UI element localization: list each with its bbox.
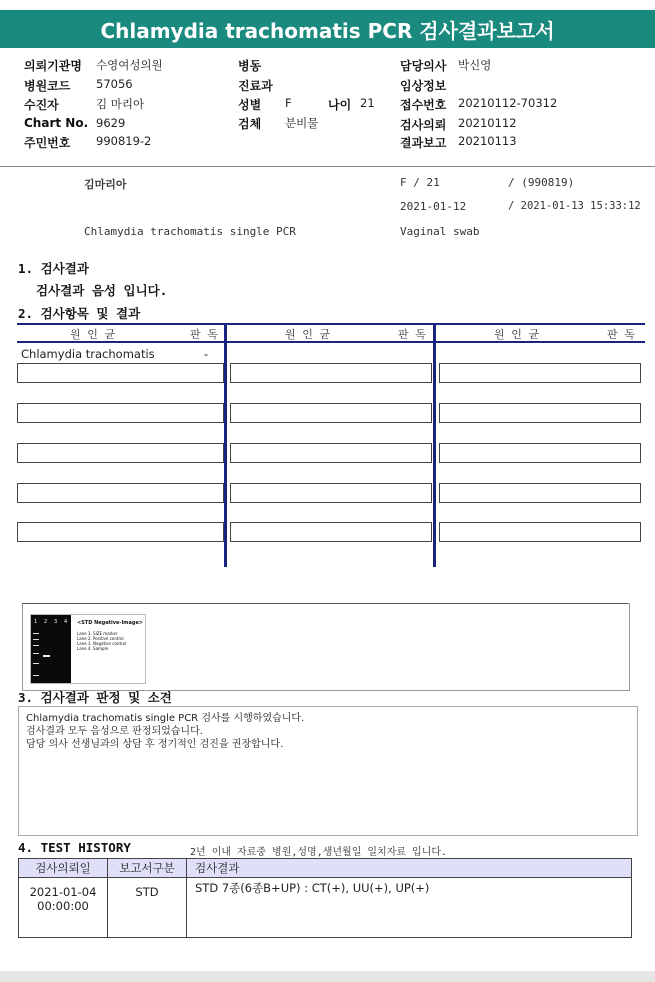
- gel-legend-2: Lane 2. Positive control: [77, 636, 124, 641]
- summary-date: 2021-01-12: [400, 200, 467, 213]
- results-table-divider-1: [224, 323, 227, 567]
- doctor-label: 담당의사: [400, 59, 447, 73]
- gel-lane-2: 2: [44, 619, 48, 625]
- patient-label: 수진자: [24, 98, 59, 112]
- result-box: [17, 522, 224, 542]
- gel-legend-1: Lane 1. SIZE marker: [77, 631, 118, 636]
- result-box: [439, 522, 641, 542]
- history-result: STD 7종(6종B+UP) : CT(+), UU(+), UP(+): [187, 878, 632, 938]
- header-divider: [0, 166, 655, 167]
- gel-title: <STD Negative-Image>: [77, 620, 144, 626]
- history-date-cell: [19, 878, 108, 938]
- result-judgment: -: [204, 347, 209, 361]
- doctor-value: 박신영: [458, 58, 492, 72]
- result-box: [17, 363, 224, 383]
- report-title: Chlamydia trachomatis PCR 검사결과보고서: [0, 10, 655, 48]
- section1-result: 검사결과 음성 입니다.: [36, 283, 168, 298]
- gel-band: [33, 645, 39, 646]
- result-box: [17, 403, 224, 423]
- findings-line-1: Chlamydia trachomatis single PCR 검사를 시행하였습니다.: [26, 713, 305, 724]
- history-note: 2년 이내 자료중 병원,성명,생년월일 일치자료 입니다.: [190, 847, 448, 858]
- section4-heading: 4. TEST HISTORY: [18, 840, 131, 855]
- gel-legend-3: Lane 3. Negative control: [77, 641, 127, 646]
- receipt-no-label: 접수번호: [400, 98, 447, 112]
- history-type: STD: [108, 878, 187, 938]
- gel-dark-area: [31, 615, 71, 683]
- results-table-divider-2: [433, 323, 436, 567]
- col-organism-2: 원 인 균: [285, 328, 331, 341]
- history-col-result: 검사결과: [187, 859, 632, 878]
- section2-heading: 2. 검사항목 및 결과: [18, 306, 141, 321]
- institution-label: 의뢰기관명: [24, 59, 82, 73]
- results-table-top-rule: [17, 323, 645, 325]
- clinical-info-label: 임상정보: [400, 79, 447, 93]
- summary-sex-age: F / 21: [400, 176, 440, 189]
- receipt-no-value: 20210112-70312: [458, 96, 558, 110]
- ssn-value: 990819-2: [96, 134, 152, 148]
- result-organism: Chlamydia trachomatis: [21, 347, 155, 361]
- result-box: [439, 363, 641, 383]
- hospital-code-value: 57056: [96, 77, 133, 91]
- age-value: 21: [360, 96, 375, 110]
- summary-birth: / (990819): [508, 176, 575, 189]
- result-box: [17, 443, 224, 463]
- result-box: [230, 403, 432, 423]
- history-table: [18, 858, 632, 938]
- summary-test: Chlamydia trachomatis single PCR: [84, 225, 296, 238]
- section1-heading: 1. 검사결과: [18, 261, 89, 276]
- chart-no-label: Chart No.: [24, 116, 89, 130]
- result-box: [439, 443, 641, 463]
- result-box: [439, 403, 641, 423]
- ssn-label: 주민번호: [24, 136, 71, 150]
- result-box: [439, 483, 641, 503]
- result-box: [230, 522, 432, 542]
- gel-electrophoresis-image: [30, 614, 146, 684]
- gel-lane-1: 1: [34, 619, 38, 625]
- table-row: [19, 878, 632, 938]
- request-date-value: 20210112: [458, 116, 517, 130]
- gel-lane-4: 4: [64, 619, 68, 625]
- request-date-label: 검사의뢰: [400, 118, 447, 132]
- sex-value: F: [285, 96, 292, 110]
- history-time: 00:00:00: [37, 899, 89, 913]
- summary-report-datetime: / 2021-01-13 15:33:12: [508, 200, 641, 212]
- history-col-type: 보고서구분: [108, 859, 187, 878]
- gel-band: [33, 675, 39, 676]
- gel-lane-3: 3: [54, 619, 58, 625]
- section3-heading: 3. 검사결과 판정 및 소견: [18, 690, 172, 705]
- ward-label: 병동: [238, 59, 262, 73]
- gel-band: [33, 663, 39, 664]
- history-col-date: 검사의뢰일: [19, 859, 108, 878]
- report-date-value: 20210113: [458, 134, 517, 148]
- gel-band: [33, 639, 39, 640]
- sex-label: 성별: [238, 98, 262, 112]
- gel-panel-top-rule: [22, 603, 628, 604]
- footer-bar: [0, 971, 655, 982]
- col-organism-3: 원 인 균: [494, 328, 540, 341]
- col-judgment-1: 판 독: [190, 328, 218, 341]
- findings-box: [18, 706, 638, 836]
- institution-value: 수영여성의원: [96, 58, 163, 72]
- result-box: [17, 483, 224, 503]
- result-box: [230, 363, 432, 383]
- gel-band: [33, 653, 39, 654]
- specimen-value: 분비물: [285, 116, 319, 130]
- gel-band: [43, 655, 50, 657]
- result-box: [230, 443, 432, 463]
- dept-label: 진료과: [238, 79, 273, 93]
- report-date-label: 결과보고: [400, 136, 447, 150]
- findings-line-3: 담당 의사 선생님과의 상담 후 정기적인 검진을 권장합니다.: [26, 739, 284, 750]
- history-header-row: [19, 859, 632, 878]
- summary-sample: Vaginal swab: [400, 225, 480, 238]
- specimen-label: 검체: [238, 117, 262, 131]
- hospital-code-label: 병원코드: [24, 79, 71, 93]
- findings-line-2: 검사결과 모두 음성으로 판정되었습니다.: [26, 726, 203, 737]
- history-date: 2021-01-04: [29, 885, 97, 899]
- result-box: [230, 483, 432, 503]
- patient-value: 김 마리아: [96, 97, 145, 111]
- col-judgment-2: 판 독: [398, 328, 426, 341]
- age-label: 나이: [328, 98, 352, 112]
- gel-band: [33, 633, 39, 634]
- summary-name: 김마리아: [84, 178, 127, 191]
- col-judgment-3: 판 독: [607, 328, 635, 341]
- chart-no-value: 9629: [96, 116, 126, 130]
- col-organism-1: 원 인 균: [70, 328, 116, 341]
- gel-legend-4: Lane 4. Sample: [77, 646, 109, 651]
